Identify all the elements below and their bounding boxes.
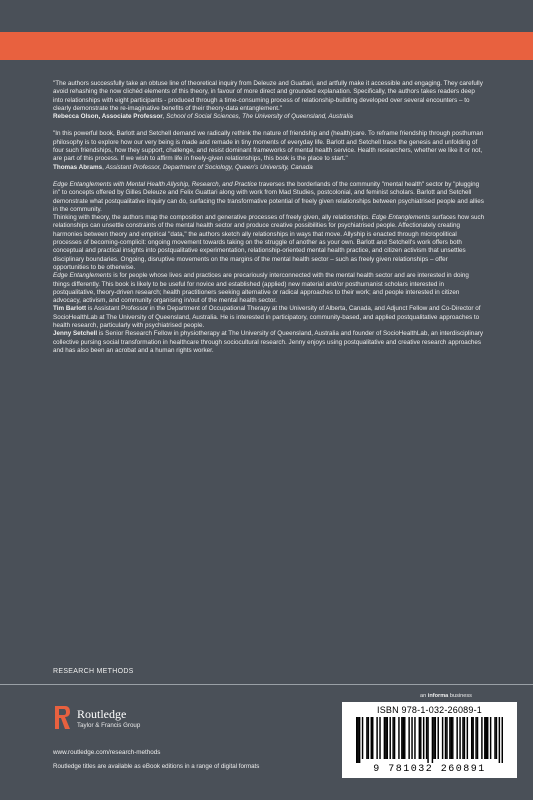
barcode-bar (433, 717, 434, 759)
barcode-bar (449, 717, 450, 759)
barcode-bar (398, 717, 399, 759)
endorser-affiliation: Assistant Professor, Department of Sociology, Queen's University, Canada (105, 163, 313, 171)
endorser-name: Thomas Abrams (53, 163, 103, 171)
barcode-bar (426, 717, 427, 759)
barcode-bar (371, 717, 372, 759)
barcode-bar (376, 717, 377, 759)
endorsement-quote: "The authors successfully take an obtuse line of theoretical inquiry from Deleuze and Guattari, and artfully make it accessible and engaging. They carefully avoid rehashing the now clichéd elements of this theory, in favour of more direct and grounded explanation. Specifically, the authors takes readers deep into relationships with eight participants - produced through a time-consuming process of relationship-building developed over several encounters – to clearly demonstrate the re-imaginative benefits of their theory-data entanglement." (53, 80, 483, 112)
barcode-bar (464, 717, 465, 759)
barcode-bar (357, 717, 358, 763)
description-paragraph-2: Thinking with theory, the authors map the composition and generative processes of freely given, ally relationships. Edge Entanglements surfaces how such relationships can unsettle constraints of the mental health sector and produce creative possibilities for psychiatrised people. Affectionately creating harmonies between theory and empirical "data," the authors sketch ally relationships in ways that move. Allyship is enacted through micropolitical processes of becoming-complicit: ongoing movement towards taking on the struggle of another as your own. Barlott and Setchell's work offers both conceptual and practical insights into postqualitative experimentation, relationship-oriented mental health practice, and citizen activism that unsettles disciplinary boundaries. Ongoing, disruptive movements on the margins of the mental health sector – such as freely given relationships – offer opportunities to be otherwise. (53, 214, 485, 271)
barcode-bar (456, 717, 457, 759)
barcode-bar (438, 717, 439, 759)
barcode-bar (499, 717, 500, 763)
author-bio-2: Jenny Setchell is Senior Research Fellow in physiotherapy at The University of Queensland, Australia and founder of SocioHealthLab, an interdisciplinary collective pursing social transformation in healthcare through sociocultural research. Jenny enjoys using postqualitative and creative research approaches and has also been an acrobat and a human rights worker. (53, 330, 484, 354)
ebook-note: Routledge titles are available as eBook editions in a range of digital formats (53, 763, 260, 770)
barcode-bar (494, 717, 495, 759)
description-paragraph-1: Edge Entanglements with Mental Health Allyship, Research, and Practice traverses the borderlands of the community "mental health" sector by "plugging in" to concepts offered by Gilles Deleuze and Felix Guattari along with work from Mad Studies, postcolonial, and feminist scholars. Barlott and Setchell demonstrate what postqualitative inquiry can do, surfacing the transformative potential of freely given relationships between psychiatrised people and allies in the community. (53, 180, 484, 213)
barcode-bar (356, 717, 357, 763)
barcode-bar (451, 717, 452, 759)
barcode-bar (389, 717, 390, 759)
barcode-bar (459, 717, 460, 759)
barcode-bar (401, 717, 402, 759)
isbn-label: ISBN 978-1-032-26089-1 (377, 705, 482, 715)
barcode-bars (356, 717, 503, 763)
barcode-bar (472, 717, 473, 759)
publisher-logo (53, 705, 193, 745)
barcode-bar (359, 717, 360, 763)
barcode-bar (481, 717, 482, 759)
barcode-bar (404, 717, 405, 759)
book-title: Edge Entanglements with Mental Health Allyship, Research, and Practice (53, 180, 258, 188)
barcode-bar (392, 717, 393, 759)
endorser-affiliation: School of Social Sciences, The University of Queensland, Australia (166, 113, 353, 121)
subject-label: RESEARCH METHODS (53, 668, 134, 675)
barcode-bar (462, 717, 463, 759)
barcode-bar (423, 717, 424, 759)
barcode-bar (452, 717, 453, 759)
top-bar (0, 0, 533, 32)
barcode-bar (435, 717, 436, 759)
barcode-bar (403, 717, 404, 759)
author-bio-1: Tim Barlott is Assistant Professor in the Department of Occupational Therapy at the University of Alberta, Canada, and Adjunct Fellow and Co-Director of SocioHealthLab at The University of Queensland, Australia. He is interested in participatory, community-based, and applied postqualitative approaches to health research, particularly with psychiatrised people. (53, 305, 481, 330)
barcode-bar (477, 717, 478, 759)
isbn-barcode (342, 702, 517, 778)
barcode-bar (490, 717, 491, 759)
barcode-bar (445, 717, 446, 759)
barcode-bar (432, 717, 433, 763)
barcode-bar (496, 717, 497, 759)
barcode-bar (394, 717, 395, 759)
barcode-bar (427, 717, 428, 763)
publisher-name: Routledge (77, 707, 127, 721)
barcode-bar (379, 717, 380, 759)
author-name: Tim Barlott (53, 305, 87, 313)
endorser-name: Rebecca Olson, Associate Professor (53, 113, 163, 121)
barcode-bar (442, 717, 443, 759)
publisher-url[interactable]: www.routledge.com/research-methods (53, 749, 161, 756)
barcode-bar (411, 717, 412, 759)
barcode-bar (484, 717, 485, 759)
barcode-bar (471, 717, 472, 759)
barcode-bar (420, 717, 421, 759)
description-paragraph-3: Edge Entanglements is for people whose lives and practices are precariously interconnected with the mental health sector and are interested in doing things differently. This book is likely to be useful for novice and established (applied) new material and/or posthumanist scholars interested in postqualitative, theory-driven research; health practitioners seeking alternative or radical approaches to their work; and people interested in citizen advocacy, activism, and community organising in/out of the mental health sector. (53, 272, 469, 305)
informa-business-label: an informa business (420, 693, 472, 699)
book-title: Edge Entanglements (53, 272, 112, 280)
book-title: Edge Entanglements (371, 214, 431, 222)
barcode-bar (475, 717, 476, 759)
routledge-logo-icon (53, 705, 71, 731)
barcode-bar (384, 717, 385, 759)
barcode-bar (387, 717, 388, 759)
publisher-group: Taylor & Francis Group (77, 722, 141, 729)
barcode-bar (366, 717, 367, 759)
divider (0, 684, 533, 685)
endorsement-2: "In this powerful book, Barlott and Setchell demand we radically rethink the nature of friendship and (health)care. To reframe friendship through posthuman philosophy is to explore how our very being is made and remade in tiny moments of everyday life. Barlott and Setchell trace the genesis and unfolding of four such friendships, how they support, challenge, and resist dominant frameworks of mental health service. Health researchers, whether we like it or not, are part of this process. If we wish to affirm life in freely-given relationships, this book is the place to start." Thomas Abrams, Assistant Professor, Department of Sociology, Queen's University, Canada (53, 130, 484, 171)
accent-band (0, 32, 533, 60)
barcode-bar (446, 717, 447, 759)
barcode-bar (419, 717, 420, 759)
barcode-bar (502, 717, 503, 763)
barcode-bar (487, 717, 488, 759)
barcode-bar (467, 717, 468, 759)
endorsement-quote: "In this powerful book, Barlott and Setchell demand we radically rethink the nature of friendship and (health)care. To reframe friendship through posthuman philosophy is to explore how our very being is made and remade in tiny moments of everyday life. Barlott and Setchell trace the genesis and unfolding of four such friendships, how they support, challenge, and resist dominant frameworks of mental health service. Health researchers, whether we like it or not, are part of this process. If we wish to affirm life in freely-given relationships, this book is the place to start." (53, 130, 484, 163)
barcode-bar (486, 717, 487, 759)
barcode-bar (408, 717, 409, 759)
barcode-bar (362, 717, 363, 759)
barcode-bar (414, 717, 415, 759)
barcode-bar (385, 717, 386, 759)
endorsement-1: "The authors successfully take an obtuse line of theoretical inquiry from Deleuze and Guattari, and artfully make it accessible and engaging. They carefully avoid rehashing the now clichéd elements of this theory, in favour of more direct and grounded explanation. Specifically, the authors takes readers deep into relationships with eight participants - produced through a time-consuming process of relationship-building developed over several encounters – to clearly demonstrate the re-imaginative benefits of their theory-data entanglement." Rebecca Olson, Associate Professor, School of Social Sciences, The University of Queensland, Australia (53, 80, 485, 121)
back-cover-text (53, 80, 485, 355)
barcode-bar (372, 717, 373, 759)
barcode-bar (368, 717, 369, 759)
barcode-digits: 9 781032 260891 (373, 764, 486, 775)
author-name: Jenny Setchell (53, 330, 98, 338)
